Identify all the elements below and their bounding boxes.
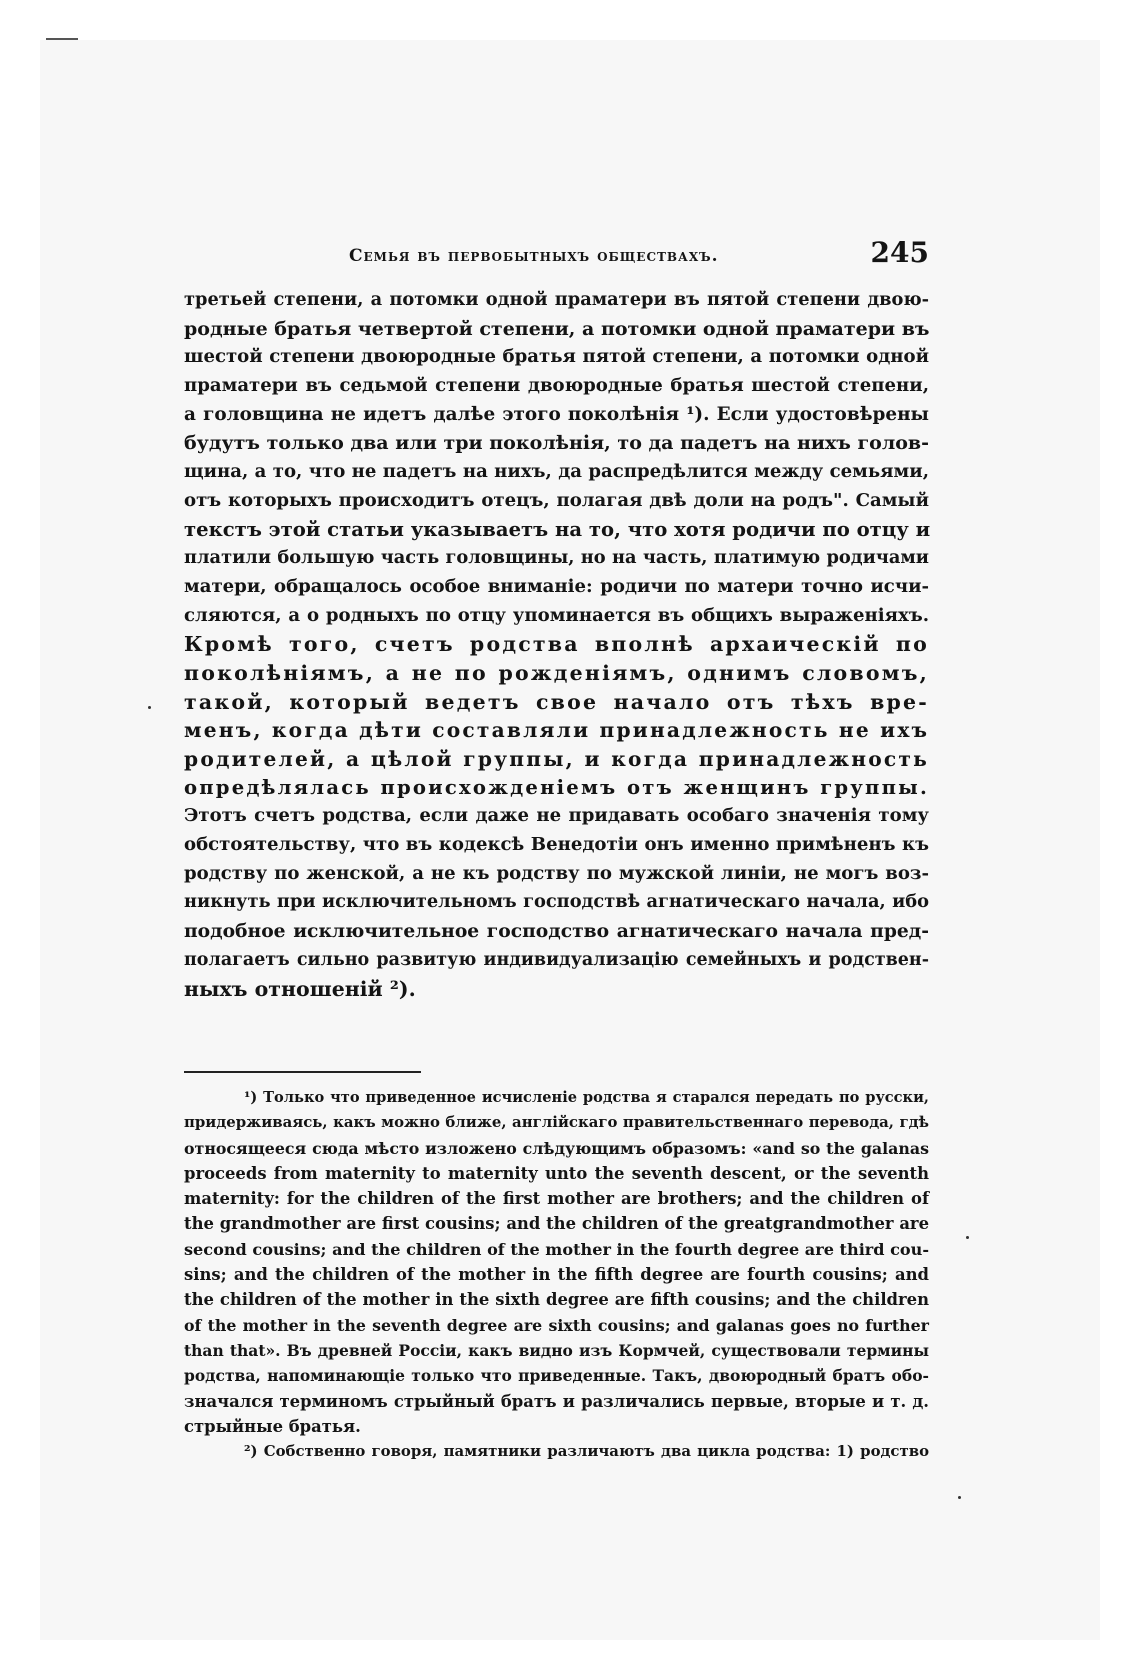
text-line: платили большую часть головщины, но на часть, платимую родичами [184, 547, 929, 569]
text-line: Этотъ счетъ родства, если даже не придавать особаго значенія тому [184, 805, 929, 827]
text-line: родству по женской, а не къ родству по мужской линіи, не могъ воз- [184, 862, 929, 884]
text-line: родные братья четвертой степени, а потомки одной праматери въ [184, 317, 930, 340]
text-line: текстъ этой статьи указываетъ на то, что хотя родичи по отцу и [184, 517, 931, 541]
text-line-emphasis: родителей, а цѣлой группы, и когда принадлежность [184, 747, 929, 771]
text-line: ныхъ отношеній ²). [184, 976, 416, 1001]
footnote-line: стрыйные братья. [184, 1416, 361, 1436]
text-line-emphasis: такой, который ведетъ свое начало отъ тѣхъ вре- [184, 689, 929, 714]
text-line: никнуть при исключительномъ господствѣ агнатическаго начала, ибо [184, 891, 929, 913]
footnote-line: the grandmother are first cousins; and the children of the greatgrandmother are [184, 1214, 929, 1234]
running-title: Семья въ первобытныхъ обществахъ. [349, 246, 719, 266]
footnote-line: родства, напоминающіе только что приведенные. Такъ, двоюродный братъ обо- [184, 1366, 929, 1386]
text-line-emphasis: Кромѣ того, счетъ родства вполнѣ архаическій по [184, 632, 929, 657]
print-speck [958, 1496, 961, 1499]
text-line: обстоятельству, что въ кодексѣ Венедотіи онъ именно примѣненъ къ [184, 834, 929, 856]
footnotes [184, 1085, 929, 1464]
footnote-line: proceeds from maternity to maternity unto the seventh descent, or the seventh [184, 1163, 929, 1183]
page-header [184, 236, 929, 276]
text-line: а головщина не идетъ далѣе этого поколѣнія ¹). Если удостовѣрены [184, 403, 929, 425]
text-line: матери, обращалось особое вниманіе: родичи по матери точно исчи- [184, 575, 929, 597]
footnote-line: maternity: for the children of the first mother are brothers; and the children of [184, 1189, 929, 1209]
page-number: 245 [870, 236, 929, 269]
text-line-emphasis: менъ, когда дѣти составляли принадлежность не ихъ [184, 718, 930, 743]
footnote-line: second cousins; and the children of the mother in the fourth degree are third cou- [184, 1239, 930, 1259]
text-line-emphasis: опредѣлялась происхожденіемъ отъ женщинъ группы. [184, 775, 929, 799]
footnote-line: относящееся сюда мѣсто изложено слѣдующимъ образомъ: «and so the galanas [184, 1138, 929, 1158]
text-line: щина, а то, что не падетъ на нихъ, да распредѣлится между семьями, [184, 461, 929, 483]
footnote-line: ²) Собственно говоря, памятники различаютъ два цикла родства: 1) родство [244, 1442, 929, 1461]
main-text [184, 286, 929, 1003]
text-line: подобное исключительное господство агнатическаго начала пред- [184, 920, 929, 943]
footnote-line: sins; and the children of the mother in the fifth degree are fourth cousins; and [184, 1265, 929, 1285]
footnote-separator [184, 1071, 421, 1073]
footnote-line: of the mother in the seventh degree are sixth cousins; and galanas goes no further [184, 1315, 929, 1335]
text-line: третьей степени, а потомки одной праматери въ пятой степени двою- [184, 289, 929, 310]
footnote-line: значался терминомъ стрыйный братъ и различались первые, вторые и т. д. [184, 1391, 929, 1411]
footnote-line: придерживаясь, какъ можно ближе, англійскаго правительственнаго перевода, гдѣ [184, 1113, 929, 1132]
text-line: сляются, а о родныхъ по отцу упоминается въ общихъ выраженіяхъ. [184, 604, 929, 626]
text-line: праматери въ седьмой степени двоюродные братья шестой степени, [184, 375, 929, 397]
print-speck [148, 706, 151, 709]
text-line-emphasis: поколѣніямъ, а не по рожденіямъ, однимъ словомъ, [184, 660, 929, 685]
text-line: будутъ только два или три поколѣнія, то да падетъ на нихъ голов- [184, 432, 929, 455]
text-line: отъ которыхъ происходитъ отецъ, полагая двѣ доли на родъ". Самый [184, 489, 929, 511]
text-line: полагаетъ сильно развитую индивидуализацію семейныхъ и родствен- [184, 949, 929, 970]
footnote-line: ¹) Только что приведенное исчисленіе родства я старался передать по русски, [244, 1089, 929, 1106]
footnote-line: the children of the mother in the sixth degree are fifth cousins; and the children [184, 1290, 929, 1310]
print-speck [966, 1236, 969, 1239]
footnote-line: than that». Въ древней Россіи, какъ видно изъ Кормчей, существовали термины [184, 1340, 929, 1360]
text-line: шестой степени двоюродные братья пятой степени, а потомки одной [184, 346, 929, 368]
